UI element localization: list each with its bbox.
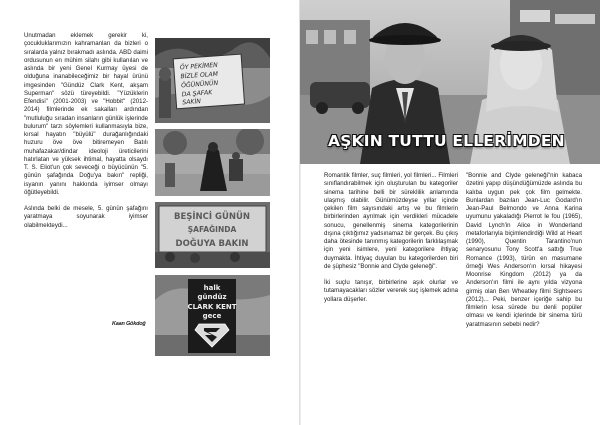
clark-kent-sign-photo — [155, 275, 270, 356]
protest-sign-photo — [155, 38, 270, 123]
banner-line-1: BEŞİNCİ GÜNÜN — [173, 212, 251, 222]
sign-line-5: SAKİN — [182, 98, 202, 107]
left-paragraph-2: Aslında belki de mesele, 5. günün şafağını yaratmaya soyunarak iyimser olabilmekteydi... — [24, 205, 148, 229]
article-title: AŞKIN TUTTU ELLERİMDEN — [328, 132, 565, 150]
mid-paragraph-1: Romantik filmler, suç filmleri, yol filmleri... Filmleri sınıflandırabilmek için oluşturulan bu kategoriler sinema tarihine belli bir süreklilik anlamında ulaşmış olabilir. Günümüzdeyse yıllar içinde çekilen film sayısındaki artış ve bu filmlerin birbirlerinden ayrılmak için verdikleri mücadele sonucu, genellenmiş sinema kategorilerinin dışına çıktığımız yadsınamaz bir gerçek. Bu çıkış daha ötesinde tanınmış kategorilerin farklılaşmak için yeni isimlere, yeni kategorilere ihtiyaç duymakta. İhtiyaç duyulan bu kategorilerden biri de şüphesiz "Bonnie and Clyde geleneği". — [324, 172, 458, 270]
banner-line-2: ŞAFAĞINDA — [187, 225, 237, 234]
mid-paragraph-2: İki suçlu tanışır, birbirlerine aşık olurlar ve tutamayacakları sözler vererek suç işlemek adına yollara düşerler. — [324, 279, 458, 303]
sign-line-3: ÖĞÜNÜNÜN — [180, 79, 219, 90]
street-figure-photo — [155, 129, 270, 196]
sign-gece: gece — [202, 312, 222, 320]
sign-line-2: BİZLE OLAM — [180, 70, 219, 81]
banner-line-3: DOĞUYA BAKIN — [175, 239, 249, 249]
sign-clark-kent: CLARK KENT — [187, 303, 237, 311]
author-signature: Kaan Gökdoğ — [112, 321, 146, 327]
right-paragraph-1: "Bonnie and Clyde geleneği"nin kabaca özetini yapıp düşündüğümüzde aslında bu kalıba uygun pek çok film gelmekte. Bunlardan bazıları Jean-Luc Godard'ın Jean-Paul Belmondo ve Anna Karina uyumunu yakaladığı Pierrot le fou (1965), David Lynch'in Alice in Wonderland metaforlarıyla biçimlendirdiği Wild at Heart (1990), Quentin Tarantino'nun senaryosunu Tony Scott'a sattığı True Romance (1993), türün en masumane örneği Wes Anderson'ın kırsal hikayesi Moonrise Kingdom (2012) ya da Anderson'ın filmi ile aynı yılda vizyona girmiş olan Ben Wheatley filmi Sightseers (2012)... Peki, benzer içeriğe sahip bu filmlerin kısa sürede bu denli popüler olması ve kendi içlerinde bir sinema türü yaratmasının sebebi nedir? — [466, 172, 582, 328]
left-article-text — [24, 32, 148, 238]
protest-banner-photo — [155, 202, 270, 268]
sign-halk: halk — [203, 284, 221, 292]
sign-line-4: DA ŞAFAK — [181, 89, 213, 99]
article-column-middle — [324, 172, 458, 312]
left-paragraph-1: Unutmadan eklemek gerekir ki, çocukluklarımızın kahramanları da bizleri o sıralarda yalnız bırakmadı aslında. ABD daimi ordusunun en mühim silahı gibi kullanılan ve aslında bir yeni Genel Kurmay üyesi de olduğuna inanabileceğimiz bir hayal ürünü imgesinden "Gündüz Clark Kent, akşam Superman" sözü türeyebildi. "Yüzüklerin Efendisi" (2001-2003) ve "Hobbit" (2012-2014) filmlerinde ek sakalları ardından "mutluluğu sıradan insanların günlük işlerinde bulurum" tarzı söylemleri kullanmasıyla bize, kırsal hayatın "büyülü" durağanlığındaki huzuru öve öve bitiremeyen Batılı muhafazakar/dindar ideoloji üreticilerini hatırlatan ve yüksek ihtimal, hayatta olsaydı T. S. Eliot'un çok seveceği o büyücünün "5. günün şafağında Doğu'ya bakın" repliği, isyanın yanını hakkında iyimser olmayı öğütleyebildi. — [24, 32, 148, 196]
sign-gunduz: gündüz — [197, 293, 227, 301]
sign-line-1: ÖY PEKİMEN — [179, 61, 219, 72]
article-column-right — [466, 172, 582, 337]
